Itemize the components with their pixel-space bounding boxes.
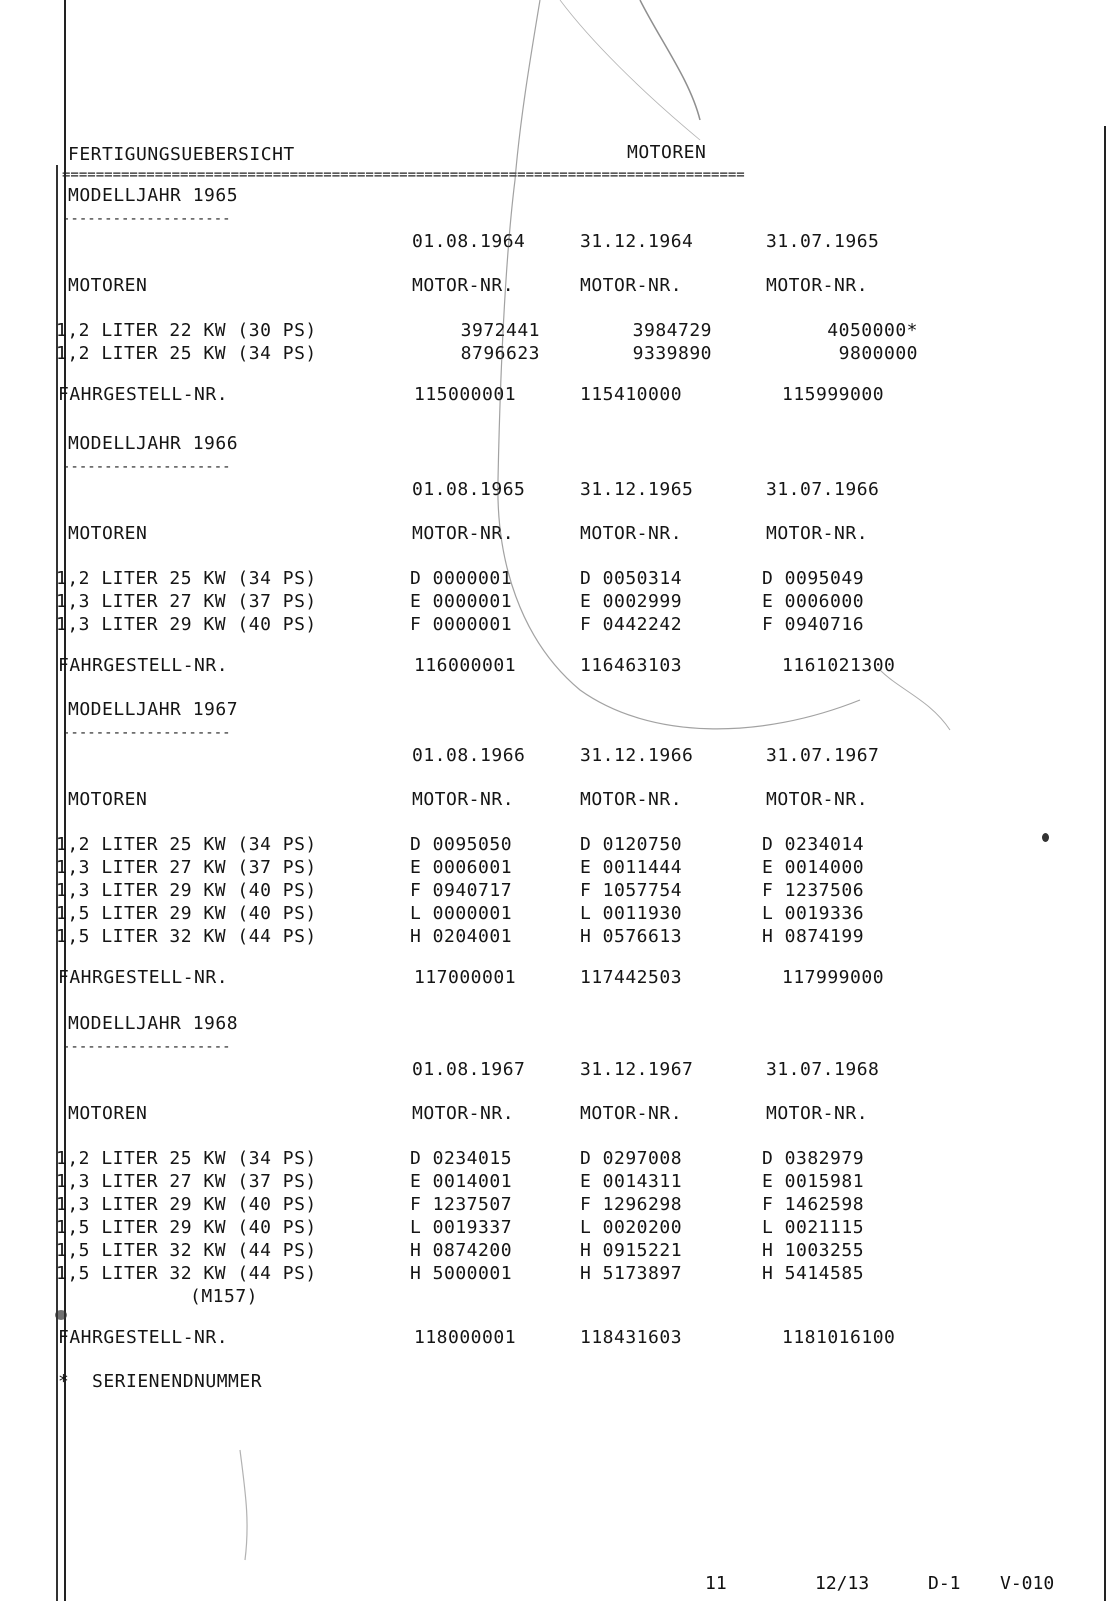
motor-number: F 1462598 xyxy=(762,1194,865,1215)
motor-number: D 0050314 xyxy=(580,568,683,589)
motor-number: H 0874200 xyxy=(410,1240,513,1261)
engine-type: 1,5 LITER 29 KW (40 PS) xyxy=(56,1217,317,1238)
engine-type: 1,2 LITER 25 KW (34 PS) xyxy=(56,834,317,855)
motor-number: 3984729 xyxy=(632,320,712,341)
motor-number: D 0297008 xyxy=(580,1148,683,1169)
date-col-3: 31.07.1965 xyxy=(766,231,880,252)
column-header: MOTOR-NR. xyxy=(580,1103,683,1124)
motor-number: D 0120750 xyxy=(580,834,683,855)
motor-number: F 0000001 xyxy=(410,614,513,635)
column-header: MOTOR-NR. xyxy=(766,1103,869,1124)
engine-type: 1,5 LITER 32 KW (44 PS) xyxy=(56,926,317,947)
motor-number: H 0915221 xyxy=(580,1240,683,1261)
motoren-label: MOTOREN xyxy=(68,523,148,544)
date-col-3: 31.07.1968 xyxy=(766,1059,880,1080)
engine-type: 1,3 LITER 27 KW (37 PS) xyxy=(56,591,317,612)
column-header: MOTOR-NR. xyxy=(412,1103,515,1124)
engine-type: 1,5 LITER 32 KW (44 PS) xyxy=(56,1240,317,1261)
motor-number: F 0940717 xyxy=(410,880,513,901)
motor-number: D 0382979 xyxy=(762,1148,865,1169)
motor-number: E 0006001 xyxy=(410,857,513,878)
column-header: MOTOR-NR. xyxy=(412,275,515,296)
right-margin-line xyxy=(1104,126,1106,1601)
engine-type: 1,3 LITER 27 KW (37 PS) xyxy=(56,1171,317,1192)
engine-type: 1,5 LITER 32 KW (44 PS) xyxy=(56,1263,317,1284)
motor-number: D 0234015 xyxy=(410,1148,513,1169)
motor-number: L 0011930 xyxy=(580,903,683,924)
date-col-1: 01.08.1967 xyxy=(412,1059,526,1080)
motor-number: E 0014311 xyxy=(580,1171,683,1192)
chassis-number: 118000001 xyxy=(414,1327,517,1348)
motor-number: H 0576613 xyxy=(580,926,683,947)
footer-page-number: 11 xyxy=(705,1573,727,1594)
motor-number: F 1237506 xyxy=(762,880,865,901)
chassis-number: 117999000 xyxy=(782,967,885,988)
column-header: MOTOR-NR. xyxy=(580,523,683,544)
chassis-label: FAHRGESTELL-NR. xyxy=(58,384,229,405)
document-title: FERTIGUNGSUEBERSICHT xyxy=(68,144,295,165)
date-col-2: 31.12.1965 xyxy=(580,479,694,500)
motor-number: F 1237507 xyxy=(410,1194,513,1215)
motor-number: D 0000001 xyxy=(410,568,513,589)
footnote-text: SERIENENDNUMMER xyxy=(92,1371,263,1392)
engine-type: 1,3 LITER 29 KW (40 PS) xyxy=(56,1194,317,1215)
motoren-label: MOTOREN xyxy=(68,789,148,810)
engine-type: 1,3 LITER 29 KW (40 PS) xyxy=(56,614,317,635)
document-subtitle: MOTOREN xyxy=(627,142,707,163)
chassis-number: 1181016100 xyxy=(782,1327,896,1348)
motor-number: E 0002999 xyxy=(580,591,683,612)
motor-number: D 0095050 xyxy=(410,834,513,855)
motor-number: H 5173897 xyxy=(580,1263,683,1284)
motor-number: D 0095049 xyxy=(762,568,865,589)
motor-number: 9800000 xyxy=(838,343,918,364)
chassis-number: 117000001 xyxy=(414,967,517,988)
motor-number: H 0874199 xyxy=(762,926,865,947)
chassis-number: 116000001 xyxy=(414,655,517,676)
chassis-number: 115000001 xyxy=(414,384,517,405)
engine-type: 1,2 LITER 25 KW (34 PS) xyxy=(56,343,317,364)
model-year-heading: MODELLJAHR 1965 xyxy=(68,185,239,206)
footer-date: 12/13 xyxy=(815,1573,870,1594)
motor-number: H 1003255 xyxy=(762,1240,865,1261)
engine-type: 1,2 LITER 25 KW (34 PS) xyxy=(56,1148,317,1169)
motor-number: L 0020200 xyxy=(580,1217,683,1238)
date-col-3: 31.07.1966 xyxy=(766,479,880,500)
motor-number: E 0014001 xyxy=(410,1171,513,1192)
chassis-number: 1161021300 xyxy=(782,655,896,676)
motor-number: E 0011444 xyxy=(580,857,683,878)
engine-note: (M157) xyxy=(190,1286,259,1307)
motor-number: 3972441 xyxy=(460,320,540,341)
chassis-number: 116463103 xyxy=(580,655,683,676)
footer-section: D-1 xyxy=(928,1573,961,1594)
model-year-underline: -------------------- xyxy=(62,725,231,741)
engine-type: 1,3 LITER 29 KW (40 PS) xyxy=(56,880,317,901)
motor-number: D 0234014 xyxy=(762,834,865,855)
date-col-1: 01.08.1966 xyxy=(412,745,526,766)
motoren-label: MOTOREN xyxy=(68,1103,148,1124)
header-rule: ================================================================================= xyxy=(62,168,745,182)
engine-type: 1,2 LITER 22 KW (30 PS) xyxy=(56,320,317,341)
motor-number: F 0442242 xyxy=(580,614,683,635)
footnote-mark: * xyxy=(58,1371,70,1392)
date-col-2: 31.12.1966 xyxy=(580,745,694,766)
footer-code: V-010 xyxy=(1000,1573,1055,1594)
model-year-heading: MODELLJAHR 1968 xyxy=(68,1013,239,1034)
motoren-label: MOTOREN xyxy=(68,275,148,296)
ink-speck xyxy=(55,1310,67,1320)
model-year-underline: -------------------- xyxy=(62,211,231,227)
motor-number: E 0000001 xyxy=(410,591,513,612)
motor-number: E 0014000 xyxy=(762,857,865,878)
column-header: MOTOR-NR. xyxy=(766,275,869,296)
motor-number: L 0019337 xyxy=(410,1217,513,1238)
motor-number: H 5414585 xyxy=(762,1263,865,1284)
model-year-heading: MODELLJAHR 1967 xyxy=(68,699,239,720)
chassis-label: FAHRGESTELL-NR. xyxy=(58,967,229,988)
date-col-2: 31.12.1967 xyxy=(580,1059,694,1080)
date-col-2: 31.12.1964 xyxy=(580,231,694,252)
date-col-3: 31.07.1967 xyxy=(766,745,880,766)
motor-number: L 0000001 xyxy=(410,903,513,924)
motor-number: H 0204001 xyxy=(410,926,513,947)
model-year-heading: MODELLJAHR 1966 xyxy=(68,433,239,454)
column-header: MOTOR-NR. xyxy=(412,789,515,810)
model-year-underline: -------------------- xyxy=(62,459,231,475)
motor-number: F 1057754 xyxy=(580,880,683,901)
ink-speck xyxy=(1042,833,1049,842)
motor-number: F 0940716 xyxy=(762,614,865,635)
motor-number: 4050000* xyxy=(827,320,918,341)
chassis-number: 115410000 xyxy=(580,384,683,405)
motor-number: 8796623 xyxy=(460,343,540,364)
chassis-number: 117442503 xyxy=(580,967,683,988)
motor-number: L 0019336 xyxy=(762,903,865,924)
chassis-number: 118431603 xyxy=(580,1327,683,1348)
engine-type: 1,3 LITER 27 KW (37 PS) xyxy=(56,857,317,878)
motor-number: F 1296298 xyxy=(580,1194,683,1215)
date-col-1: 01.08.1965 xyxy=(412,479,526,500)
chassis-number: 115999000 xyxy=(782,384,885,405)
motor-number: L 0021115 xyxy=(762,1217,865,1238)
column-header: MOTOR-NR. xyxy=(766,789,869,810)
motor-number: E 0006000 xyxy=(762,591,865,612)
model-year-underline: -------------------- xyxy=(62,1039,231,1055)
engine-type: 1,2 LITER 25 KW (34 PS) xyxy=(56,568,317,589)
chassis-label: FAHRGESTELL-NR. xyxy=(58,655,229,676)
motor-number: 9339890 xyxy=(632,343,712,364)
column-header: MOTOR-NR. xyxy=(580,275,683,296)
motor-number: H 5000001 xyxy=(410,1263,513,1284)
engine-type: 1,5 LITER 29 KW (40 PS) xyxy=(56,903,317,924)
motor-number: E 0015981 xyxy=(762,1171,865,1192)
chassis-label: FAHRGESTELL-NR. xyxy=(58,1327,229,1348)
column-header: MOTOR-NR. xyxy=(580,789,683,810)
column-header: MOTOR-NR. xyxy=(412,523,515,544)
date-col-1: 01.08.1964 xyxy=(412,231,526,252)
column-header: MOTOR-NR. xyxy=(766,523,869,544)
left-margin-line xyxy=(64,0,66,1601)
